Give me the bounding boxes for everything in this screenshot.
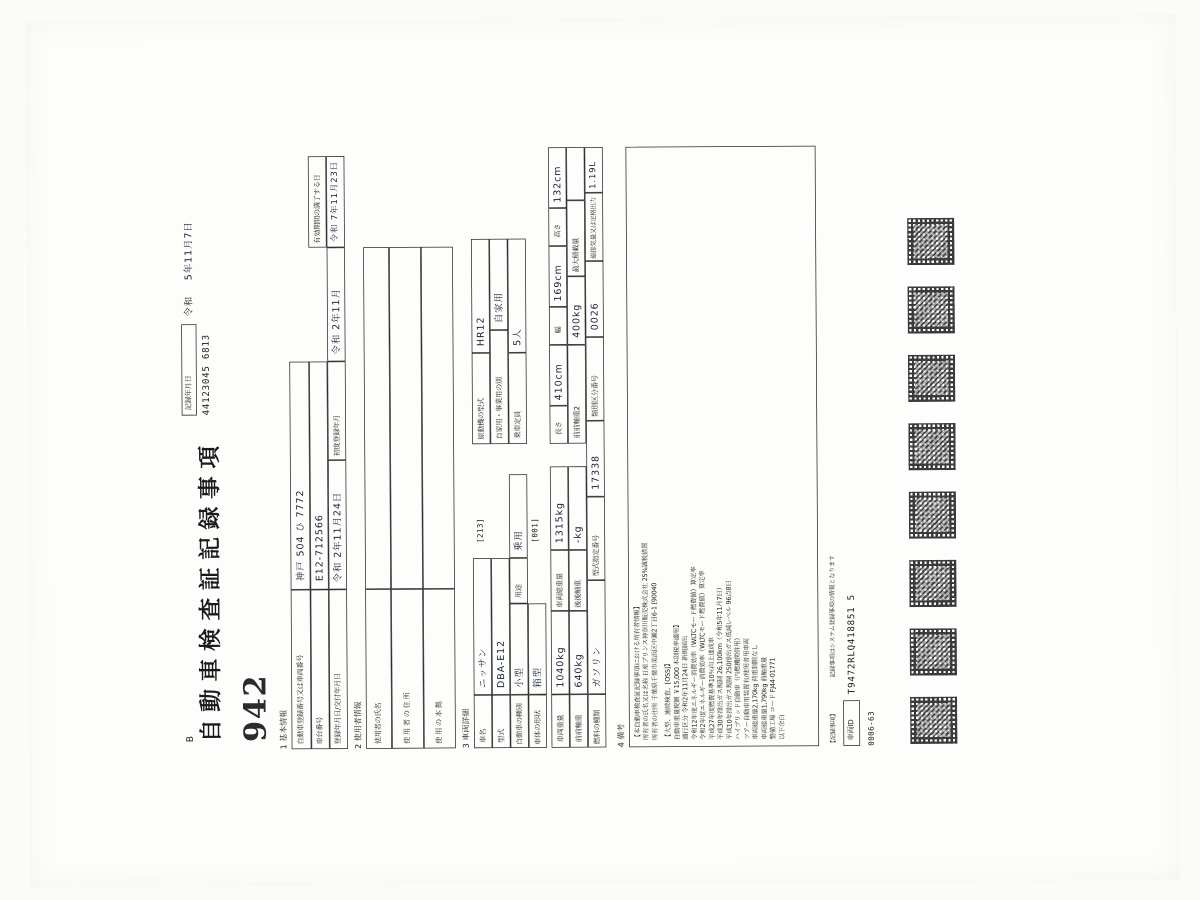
record-date-label-box — [181, 324, 197, 415]
qr-code-icon — [908, 558, 958, 608]
qr-code-icon — [906, 216, 956, 266]
paper-sheet — [25, 14, 1180, 887]
field-vehicle-weight-value: 1040kg — [551, 611, 570, 695]
field-axle-weight-2-value: 400kg — [567, 276, 586, 345]
field-displacement-label: 総排気量又は定格出力 — [585, 193, 604, 262]
qr-code-icon — [906, 285, 956, 335]
footer-label: 【記録事項】 — [829, 710, 837, 747]
field-registration-date-label: 登録年月日/交付年月日 — [329, 589, 348, 749]
remarks-line: 令和12年度エネルギー消費効率（WLTCモード燃費値）算定率 — [690, 566, 699, 741]
field-user-address-value — [389, 247, 423, 589]
field-height-value: 132cm — [548, 147, 567, 208]
remarks-line: 車両総重量1,790kg 前軸重量 — [760, 656, 769, 740]
remarks-line: ハイブリッド自動車（内燃機関併用） — [734, 634, 743, 740]
section-1-heading: 1 基本情報 — [279, 709, 289, 750]
field-width-value: 169cm — [549, 246, 568, 307]
field-front-axle-weight-value: 640kg — [569, 611, 588, 695]
field-user-address-label: 使 用 者 の 住 所 — [391, 589, 424, 749]
field-vehicle-type-value: 小型 — [510, 603, 529, 694]
field-capacity-value: 5人 — [507, 239, 526, 353]
field-chassis-value: E12-712566 — [309, 361, 329, 589]
record-date-value: 5年11月7日 — [182, 221, 194, 281]
page-code: 0006-63 — [867, 711, 877, 746]
field-user-name-value — [363, 247, 391, 589]
record-date-label: 記録年月日 — [184, 375, 194, 411]
field-gross-weight-label: 車両総重量 — [550, 550, 569, 611]
field-front-axle-weight-label: 前前軸重 — [570, 694, 589, 747]
field-model-designation-value: 17338 — [586, 421, 605, 497]
remarks-line: 【大型、連続検査、[OSS]】 — [664, 660, 673, 741]
qr-code-icon — [907, 490, 957, 540]
field-vehicle-type-label: 自動車の種別 — [510, 695, 529, 748]
corner-mark: B — [184, 736, 196, 743]
vehicle-inspection-record — [175, 129, 1030, 773]
remarks-line: 以下余白 — [778, 714, 787, 740]
field-base-of-use-label: 使 用 の 本 拠 — [423, 589, 456, 749]
qr-code-icon — [906, 353, 956, 403]
field-registration-number-label: 自動車登録番号又は車両番号 — [291, 590, 312, 750]
field-engine-model-value: HR12 — [471, 239, 490, 353]
remarks-line: ツアー自動車用装置有/使用者用車両 — [742, 638, 752, 740]
field-expiry-label: 有効期間の満了する日 — [308, 156, 327, 247]
field-usage-value: 乗用 — [509, 474, 528, 558]
field-capacity-label: 乗車定員 — [508, 353, 527, 444]
field-maker-label: 車名 — [474, 695, 493, 748]
field-registration-date-value: 令和 2年11月24日 — [328, 460, 347, 589]
remarks-line: 【本自動車検査証記録事項における所有者情報】 — [633, 603, 643, 741]
remarks-line: 令和2年度エネルギー消費効率（WLTCモード燃費値）算定率 — [698, 570, 708, 740]
field-engine-model-label: 原動機の型式 — [472, 353, 491, 444]
remarks-line: 所有者の氏名又は名称 日産プリンス神奈川販売株式会社 25%誠税措置 — [641, 542, 651, 741]
vehicle-id-label-box: 車両ID — [843, 700, 860, 746]
section-3-heading: 3 車両詳細 — [461, 708, 472, 749]
field-max-load-value — [566, 147, 585, 200]
field-rear-axle-weight-label: 後後軸重 — [569, 550, 588, 611]
field-registration-number-value: 神戸 504 ひ 7772 — [289, 362, 310, 590]
field-usage-label: 用途 — [509, 558, 528, 604]
field-private-business-value: 自家用 — [489, 239, 508, 330]
field-width-label: 幅 — [549, 307, 567, 345]
field-model-designation-label: 型式指定番号 — [587, 497, 606, 581]
field-first-registration-value: 令和 2年11月 — [327, 247, 346, 361]
field-axle-weight-2-label: 前前軸重2 — [567, 345, 586, 444]
field-base-of-use-value — [421, 247, 455, 589]
field-body-shape-label: 車体の形状 — [528, 695, 547, 748]
field-class-code-value: 0026 — [585, 261, 604, 337]
field-length-value: 410cm — [549, 345, 568, 406]
field-displacement-value: 1.19L — [584, 147, 603, 193]
page-title: 自動車検査証記録事項 — [196, 438, 225, 743]
remarks-line: 車両総重量2,170kg 荷重制限なし — [751, 644, 760, 740]
field-user-name-label: 使用者の氏名 — [365, 589, 392, 749]
remarks-line: 平成30年排出ガス規制 26,100km（令和5年11月7日） — [716, 584, 726, 740]
field-fuel-type-value: ガソリン — [587, 580, 606, 694]
inspection-code: [001] — [531, 517, 540, 543]
remarks-line: 平成10年排出ガス規制 250排出ガス低減レベル 96点8日 — [725, 580, 734, 740]
field-first-registration-label: 初度登録年月 — [327, 361, 346, 460]
remarks-line: 所有者の住所 千葉県千葉市美浜区中瀬2丁目6-1 [90040 — [650, 582, 660, 741]
field-maker-value: ニッサン — [473, 558, 492, 695]
section-2-heading: 2 使用者情報 — [353, 701, 364, 749]
remarks-line: 通行区分 令和2年11月24日 新規届出 — [681, 635, 691, 741]
field-model-label: 型式 — [492, 695, 511, 748]
field-vehicle-weight-label: 車両重量 — [551, 694, 570, 747]
remarks-box — [625, 146, 819, 748]
qr-code-icon — [907, 421, 957, 471]
qr-code-icon — [908, 695, 958, 745]
record-date-era: 令和 — [182, 295, 195, 317]
field-class-code-label: 類別区分番号 — [586, 337, 605, 421]
field-max-load-label: 最大積載量 — [567, 200, 586, 276]
field-fuel-type-label: 燃料の種類 — [588, 694, 607, 747]
field-body-shape-value: 箱型 — [528, 603, 547, 694]
section-4-heading: 4 備考 — [616, 723, 627, 748]
field-length-label: 長さ — [550, 406, 568, 444]
footer-note: 記録事項はシステム登録事項の情報となります — [828, 555, 837, 678]
field-model-value: DBA-E12 — [491, 558, 510, 695]
field-expiry-value: 令和 7年11月23日 — [326, 156, 345, 247]
field-rear-axle-weight-value: -kg — [568, 466, 587, 550]
qr-code-icon — [908, 627, 958, 677]
field-chassis-label: 車台番号 — [310, 589, 329, 749]
remarks-line: 平成27年度燃費基準10％向上達成車 — [708, 637, 717, 740]
remarks-line: 自動車重量税額 ￥15,000 本則税率適用】 — [673, 621, 682, 741]
top-right-number: 44123045 6813 — [200, 334, 212, 416]
field-gross-weight-value: 1315kg — [550, 466, 569, 550]
vehicle-id-value: T9472RLQ418851 5 — [845, 594, 857, 695]
remarks-line: 整備工場 コード FJ44-01771 — [769, 657, 778, 740]
field-height-label: 高さ — [548, 208, 566, 246]
field-private-business-label: 自家用・事業用の別 — [490, 330, 509, 444]
stamp-number: 942 — [237, 673, 274, 743]
model-spec-code: [213] — [476, 518, 485, 543]
rotated-document-plane — [175, 129, 1030, 773]
